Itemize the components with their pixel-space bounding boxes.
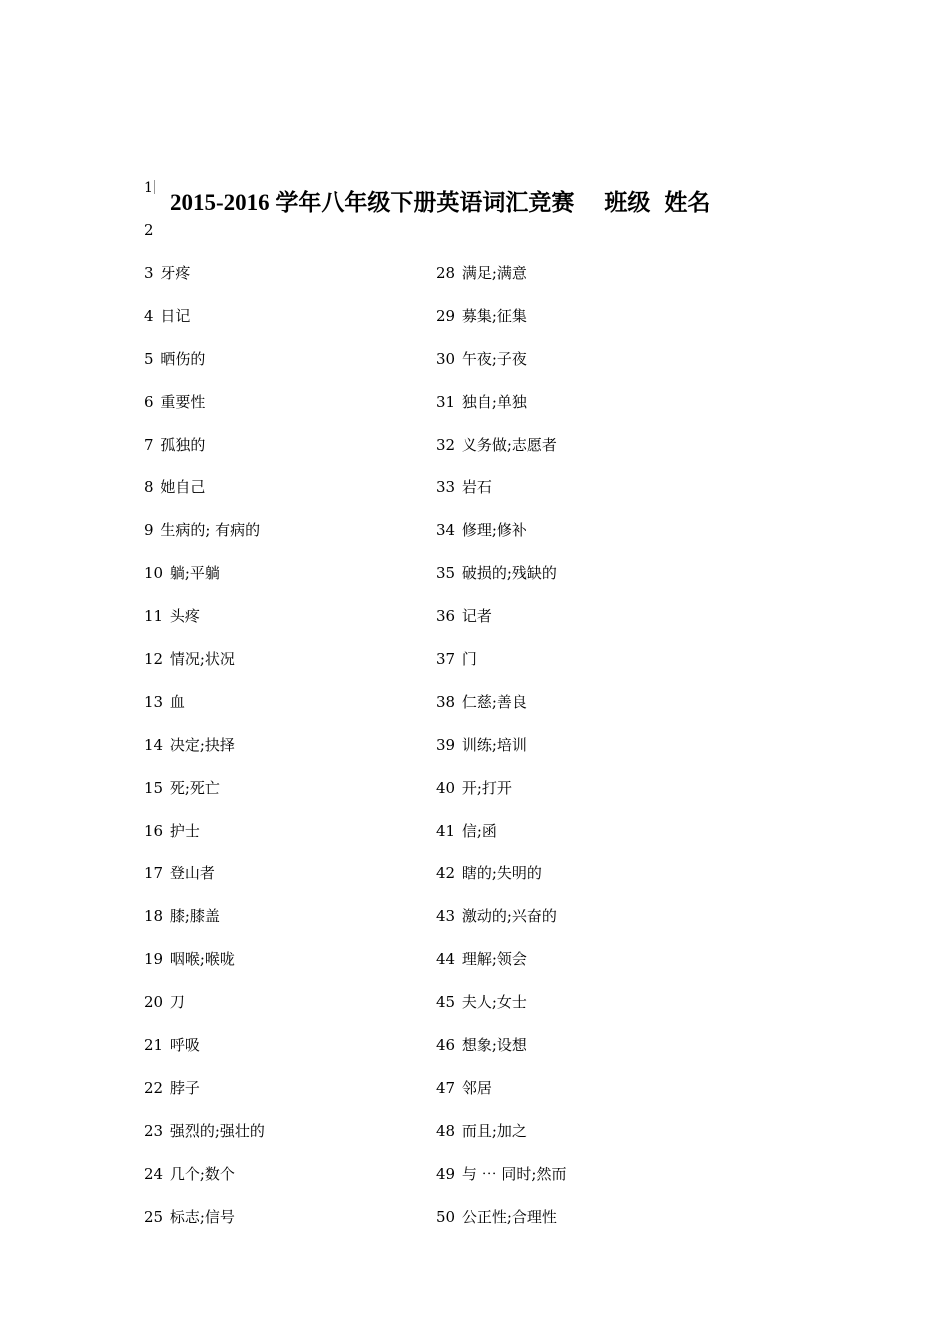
vocab-item-text: 决定;抉择 [169, 735, 235, 754]
vocab-item-number: 42 [436, 864, 456, 883]
vocab-item-text: 开;打开 [461, 778, 512, 797]
vocab-item-text: 晒伤的 [160, 349, 206, 368]
vocab-item [144, 519, 265, 562]
vocab-item-text: 信;函 [461, 821, 497, 840]
vocab-item-text: 膝;膝盖 [169, 907, 220, 926]
vocab-item-text: 几个;数个 [169, 1164, 235, 1183]
vocab-item-number: 19 [144, 950, 164, 969]
vocab-item [144, 734, 265, 777]
vocab-item-number: 23 [144, 1121, 164, 1140]
vocab-item-text: 护士 [169, 821, 200, 840]
vocab-item-number: 39 [436, 735, 456, 754]
vocab-item [436, 862, 566, 905]
vocab-item [436, 1077, 566, 1120]
vocab-item-number: 40 [436, 778, 456, 797]
vocab-item [144, 605, 265, 648]
vocab-item [144, 305, 265, 348]
vocab-item-text: 登山者 [169, 864, 215, 883]
vocab-item [144, 648, 265, 691]
name-label: 姓名 [664, 190, 711, 215]
vocab-item-text: 记者 [461, 607, 492, 626]
vocab-item-text: 夫人;女士 [461, 993, 527, 1012]
vocab-item-number: 12 [144, 650, 164, 669]
vocab-item [144, 948, 265, 991]
vocab-item [436, 1163, 566, 1206]
vocab-item-number: 15 [144, 778, 164, 797]
vocab-item [144, 391, 265, 434]
vocab-item-number: 36 [436, 607, 456, 626]
vocab-item-number: 37 [436, 650, 456, 669]
vocab-item-text: 牙疼 [160, 264, 191, 282]
vocab-item [436, 305, 566, 348]
vocab-item-text: 脖子 [169, 1078, 200, 1097]
vocab-item-text: 与 ⋯ 同时;然而 [461, 1164, 567, 1183]
vocab-item [144, 905, 265, 948]
vocab-item-text: 修理;修补 [461, 521, 527, 540]
vocab-item [144, 991, 265, 1034]
vocab-item-text: 公正性;合理性 [461, 1207, 557, 1226]
vocab-item-number: 38 [436, 692, 456, 711]
vocab-item [436, 519, 566, 562]
vocab-item-text: 邻居 [461, 1078, 492, 1097]
class-label: 班级 [604, 190, 651, 215]
vocab-item-text: 孤独的 [160, 435, 206, 454]
vocab-item [144, 1077, 265, 1120]
vocab-column-left [144, 262, 265, 1248]
vocab-item [144, 691, 265, 734]
vocab-item-text: 躺;平躺 [169, 564, 220, 583]
vocab-item [144, 262, 265, 305]
vocab-item-number: 46 [436, 1036, 456, 1055]
vocab-item [436, 1034, 566, 1077]
vocab-item-text: 强烈的;强壮的 [169, 1121, 265, 1140]
vocab-item-number: 17 [144, 864, 164, 883]
vocab-item [436, 905, 566, 948]
vocab-item-number: 18 [144, 907, 164, 926]
vocab-item-number: 44 [436, 950, 456, 969]
vocab-item-number: 9 [144, 521, 154, 540]
vocab-item [436, 1120, 566, 1163]
vocab-item-text: 呼吸 [169, 1036, 200, 1055]
vocab-item [144, 1120, 265, 1163]
vocab-item-text: 重要性 [160, 392, 206, 411]
vocab-item [144, 562, 265, 605]
vocab-item-text: 头疼 [169, 607, 200, 626]
vocab-item-text: 她自己 [160, 478, 206, 497]
vocab-item [144, 862, 265, 905]
line-number-2: 2 [144, 221, 154, 239]
vocab-item [436, 734, 566, 777]
vocab-item-text: 仁慈;善良 [461, 692, 527, 711]
vocab-item-text: 门 [461, 650, 477, 669]
vocab-item [144, 434, 265, 477]
vocab-item-text: 咽喉;喉咙 [169, 950, 235, 969]
vocab-item-number: 45 [436, 993, 456, 1012]
vocab-column-right [436, 262, 566, 1248]
vocab-item-text: 血 [169, 692, 185, 711]
vocab-item [436, 562, 566, 605]
vocab-item-number: 20 [144, 993, 164, 1012]
vocab-item-text: 岩石 [461, 478, 492, 497]
vocab-item-number: 48 [436, 1121, 456, 1140]
vocab-item-number: 24 [144, 1164, 164, 1183]
vocab-item-text: 午夜;子夜 [461, 349, 527, 368]
vocab-item-text: 日记 [160, 306, 191, 325]
vocab-item-text: 独自;单独 [461, 392, 527, 411]
vocab-item-text: 想象;设想 [461, 1036, 527, 1055]
vocab-item-number: 50 [436, 1207, 456, 1226]
vocab-item [436, 1206, 566, 1249]
vocab-item-number: 5 [144, 349, 154, 368]
vocab-item [144, 777, 265, 820]
vocab-item-number: 31 [436, 392, 456, 411]
vocab-item-number: 33 [436, 478, 456, 497]
page-title [170, 184, 710, 217]
vocab-item-text: 瞎的;失明的 [461, 864, 542, 883]
vocab-item [436, 391, 566, 434]
vocab-item-text: 刀 [169, 993, 185, 1012]
title-row [144, 178, 784, 218]
title-text: 2015-2016 学年八年级下册英语词汇竞赛 [170, 190, 575, 215]
vocab-item [436, 262, 566, 305]
vocab-item [144, 476, 265, 519]
vocab-item-text: 激动的;兴奋的 [461, 907, 557, 926]
vocab-item-text: 训练;培训 [461, 735, 527, 754]
vocab-item-text: 满足;满意 [461, 264, 527, 282]
vocab-item-text: 破损的;残缺的 [461, 564, 557, 583]
vocab-item-number: 34 [436, 521, 456, 540]
vocab-item [436, 691, 566, 734]
vocab-item-number: 43 [436, 907, 456, 926]
vocab-item [436, 991, 566, 1034]
vocab-item [144, 1034, 265, 1077]
vocab-item-number: 29 [436, 306, 456, 325]
vocab-item-number: 49 [436, 1164, 456, 1183]
vocab-item [436, 648, 566, 691]
vocab-item-number: 4 [144, 306, 154, 325]
vocab-item [144, 348, 265, 391]
vocab-item [436, 820, 566, 863]
vocab-item-number: 10 [144, 564, 164, 583]
vocab-item [144, 820, 265, 863]
vocab-item-text: 义务做;志愿者 [461, 435, 557, 454]
vocab-item-number: 25 [144, 1207, 164, 1226]
vocab-item-number: 16 [144, 821, 164, 840]
vocab-item [436, 605, 566, 648]
vocab-item-text: 死;死亡 [169, 778, 220, 797]
line-number-1: 1 [144, 180, 153, 196]
vocab-item-number: 22 [144, 1078, 164, 1097]
cursor-mark [154, 180, 157, 194]
vocab-item [144, 1163, 265, 1206]
vocab-item-number: 11 [144, 607, 164, 626]
vocab-item [436, 777, 566, 820]
vocab-item [436, 948, 566, 991]
vocab-item-text: 理解;领会 [461, 950, 527, 969]
vocab-item-text: 生病的; 有病的 [160, 521, 261, 540]
vocab-item-number: 41 [436, 821, 456, 840]
vocab-item-number: 32 [436, 435, 456, 454]
vocab-item-text: 情况;状况 [169, 650, 235, 669]
vocab-item-number: 47 [436, 1078, 456, 1097]
vocab-item-text: 标志;信号 [169, 1207, 235, 1226]
vocab-item-number: 3 [144, 264, 154, 282]
vocab-item-text: 而且;加之 [461, 1121, 527, 1140]
vocab-item [436, 476, 566, 519]
vocab-item-number: 8 [144, 478, 154, 497]
vocab-item [436, 348, 566, 391]
vocab-item-number: 28 [436, 264, 456, 282]
vocab-item-number: 7 [144, 435, 154, 454]
vocab-item-number: 14 [144, 735, 164, 754]
vocab-item-number: 6 [144, 392, 154, 411]
vocab-item [436, 434, 566, 477]
vocab-item-number: 21 [144, 1036, 164, 1055]
vocab-item-number: 30 [436, 349, 456, 368]
vocab-item-text: 募集;征集 [461, 306, 527, 325]
vocab-item [144, 1206, 265, 1249]
vocab-item-number: 35 [436, 564, 456, 583]
vocab-item-number: 13 [144, 692, 164, 711]
